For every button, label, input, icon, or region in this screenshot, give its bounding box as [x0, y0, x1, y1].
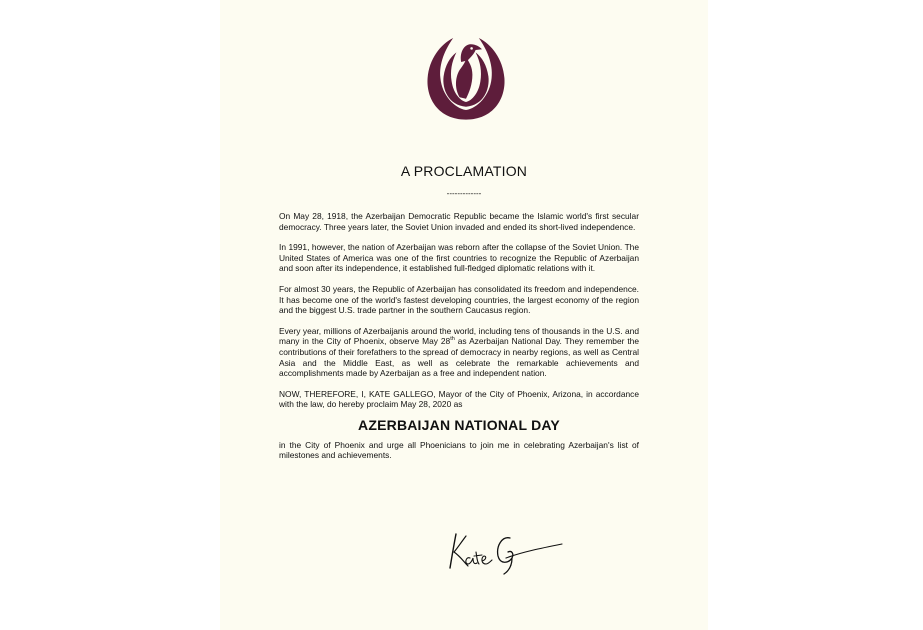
national-day-headline: AZERBAIJAN NATIONAL DAY — [358, 416, 560, 433]
closing-paragraph: in the City of Phoenix and urge all Phoenicians to join me in celebrating Azerbaijan's list of milestones and achievements. — [279, 439, 639, 461]
proclamation-body — [279, 211, 639, 471]
proclamation-statement: NOW, THEREFORE, I, KATE GALLEGO, Mayor of the City of Phoenix, Arizona, in accordance with the law, do hereby proclaim May 28, 2020 as — [279, 388, 639, 410]
ordinal-suffix: th — [450, 336, 455, 343]
paragraph-4-text-a: Every year, millions of Azerbaijanis around the world, including tens of thousands in the U.S. and many in the City of Phoenix, observe May 28 — [279, 325, 639, 347]
paragraph-3: For almost 30 years, the Republic of Azerbaijan has consolidated its freedom and independence. It has become one of the world's fastest developing countries, the largest economy of the region and the biggest U.S. trade partner in the southern Caucasus region. — [279, 283, 639, 316]
handwritten-signature — [446, 528, 566, 576]
title-divider: ------------- — [446, 189, 482, 198]
phoenix-logo-icon — [426, 30, 506, 122]
proclamation-document — [220, 0, 708, 630]
proclamation-title: A PROCLAMATION — [400, 163, 528, 179]
paragraph-4-text-b: as Azerbaijan National Day. They remember the contributions of their forefathers to the spread of democracy in nearby regions, as well as Central Asia and the Middle East, as well as celebrate the remarkable achievements and accomplishments made by Azerbaijan as a free and independent nation. — [279, 336, 639, 379]
paragraph-2: In 1991, however, the nation of Azerbaijan was reborn after the collapse of the Soviet Union. The United States of America was one of the first countries to recognize the Republic of Azerbaijan and soon after its independence, it established full-fledged diplomatic relations with it. — [279, 242, 639, 274]
paragraph-4 — [279, 326, 639, 379]
paragraph-1: On May 28, 1918, the Azerbaijan Democratic Republic became the Islamic world's first secular democracy. Three years later, the Soviet Union invaded and ended its short-lived independence. — [279, 211, 639, 232]
